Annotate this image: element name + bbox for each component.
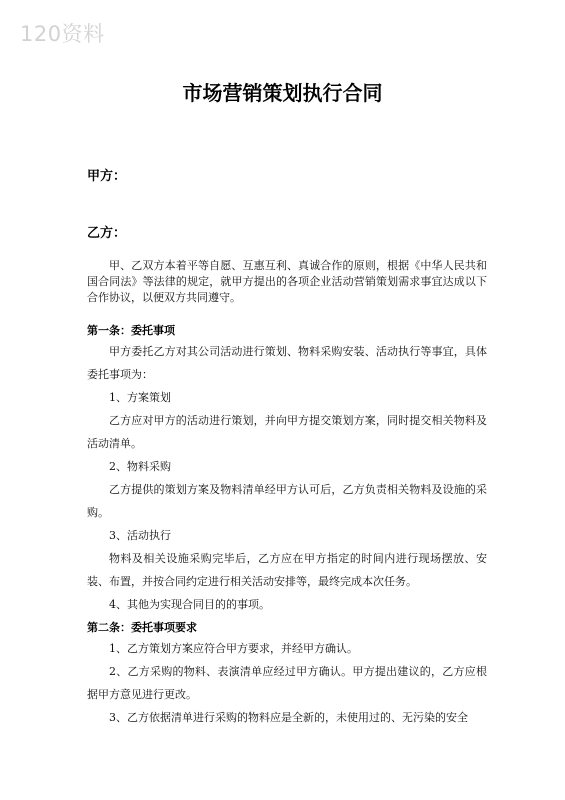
article-2-heading: 第二条：委托事项要求 xyxy=(87,621,197,634)
party-b-label: 乙方： xyxy=(87,226,127,241)
contract-body xyxy=(87,322,487,729)
article-1-paragraph: 甲方委托乙方对其公司活动进行策划、物料采购安装、活动执行等事宜，具体委托事项为： xyxy=(87,345,487,381)
item-3-title: 3、活动执行 xyxy=(109,529,171,542)
item-2-title: 2、物料采购 xyxy=(109,460,171,473)
watermark: 120资料 xyxy=(20,22,105,46)
party-a-label: 甲方： xyxy=(87,169,127,184)
requirement-2: 2、乙方采购的物料、表演清单应经过甲方确认。甲方提出建议的，乙方应根据甲方意见进行更改。 xyxy=(87,665,487,701)
item-2-text: 乙方提供的策划方案及物料清单经甲方认可后，乙方负责相关物料及设施的采购。 xyxy=(87,483,487,519)
item-4: 4、其他为实现合同目的的事项。 xyxy=(109,598,270,611)
article-1-heading: 第一条：委托事项 xyxy=(87,324,175,337)
item-3-text: 物料及相关设施采购完毕后，乙方应在甲方指定的时间内进行现场摆放、安装、布置，并按合同约定进行相关活动安排等，最终完成本次任务。 xyxy=(87,552,487,588)
document-title: 市场营销策划执行合同 xyxy=(182,81,383,105)
item-1-title: 1、方案策划 xyxy=(109,391,171,404)
requirement-1: 1、乙方策划方案应符合甲方要求，并经甲方确认。 xyxy=(109,642,358,655)
intro-paragraph: 甲、乙双方本着平等自愿、互惠互利、真诚合作的原则，根据《中华人民共和国合同法》等法律的规定，就甲方提出的各项企业活动营销策划需求事宜达成以下合作协议，以便双方共同遵守。 xyxy=(87,259,487,304)
requirement-3: 3、乙方依据清单进行采购的物料应是全新的，未使用过的、无污染的安全 xyxy=(109,711,468,724)
item-1-text: 乙方应对甲方的活动进行策划，并向甲方提交策划方案，同时提交相关物料及活动清单。 xyxy=(87,414,487,450)
